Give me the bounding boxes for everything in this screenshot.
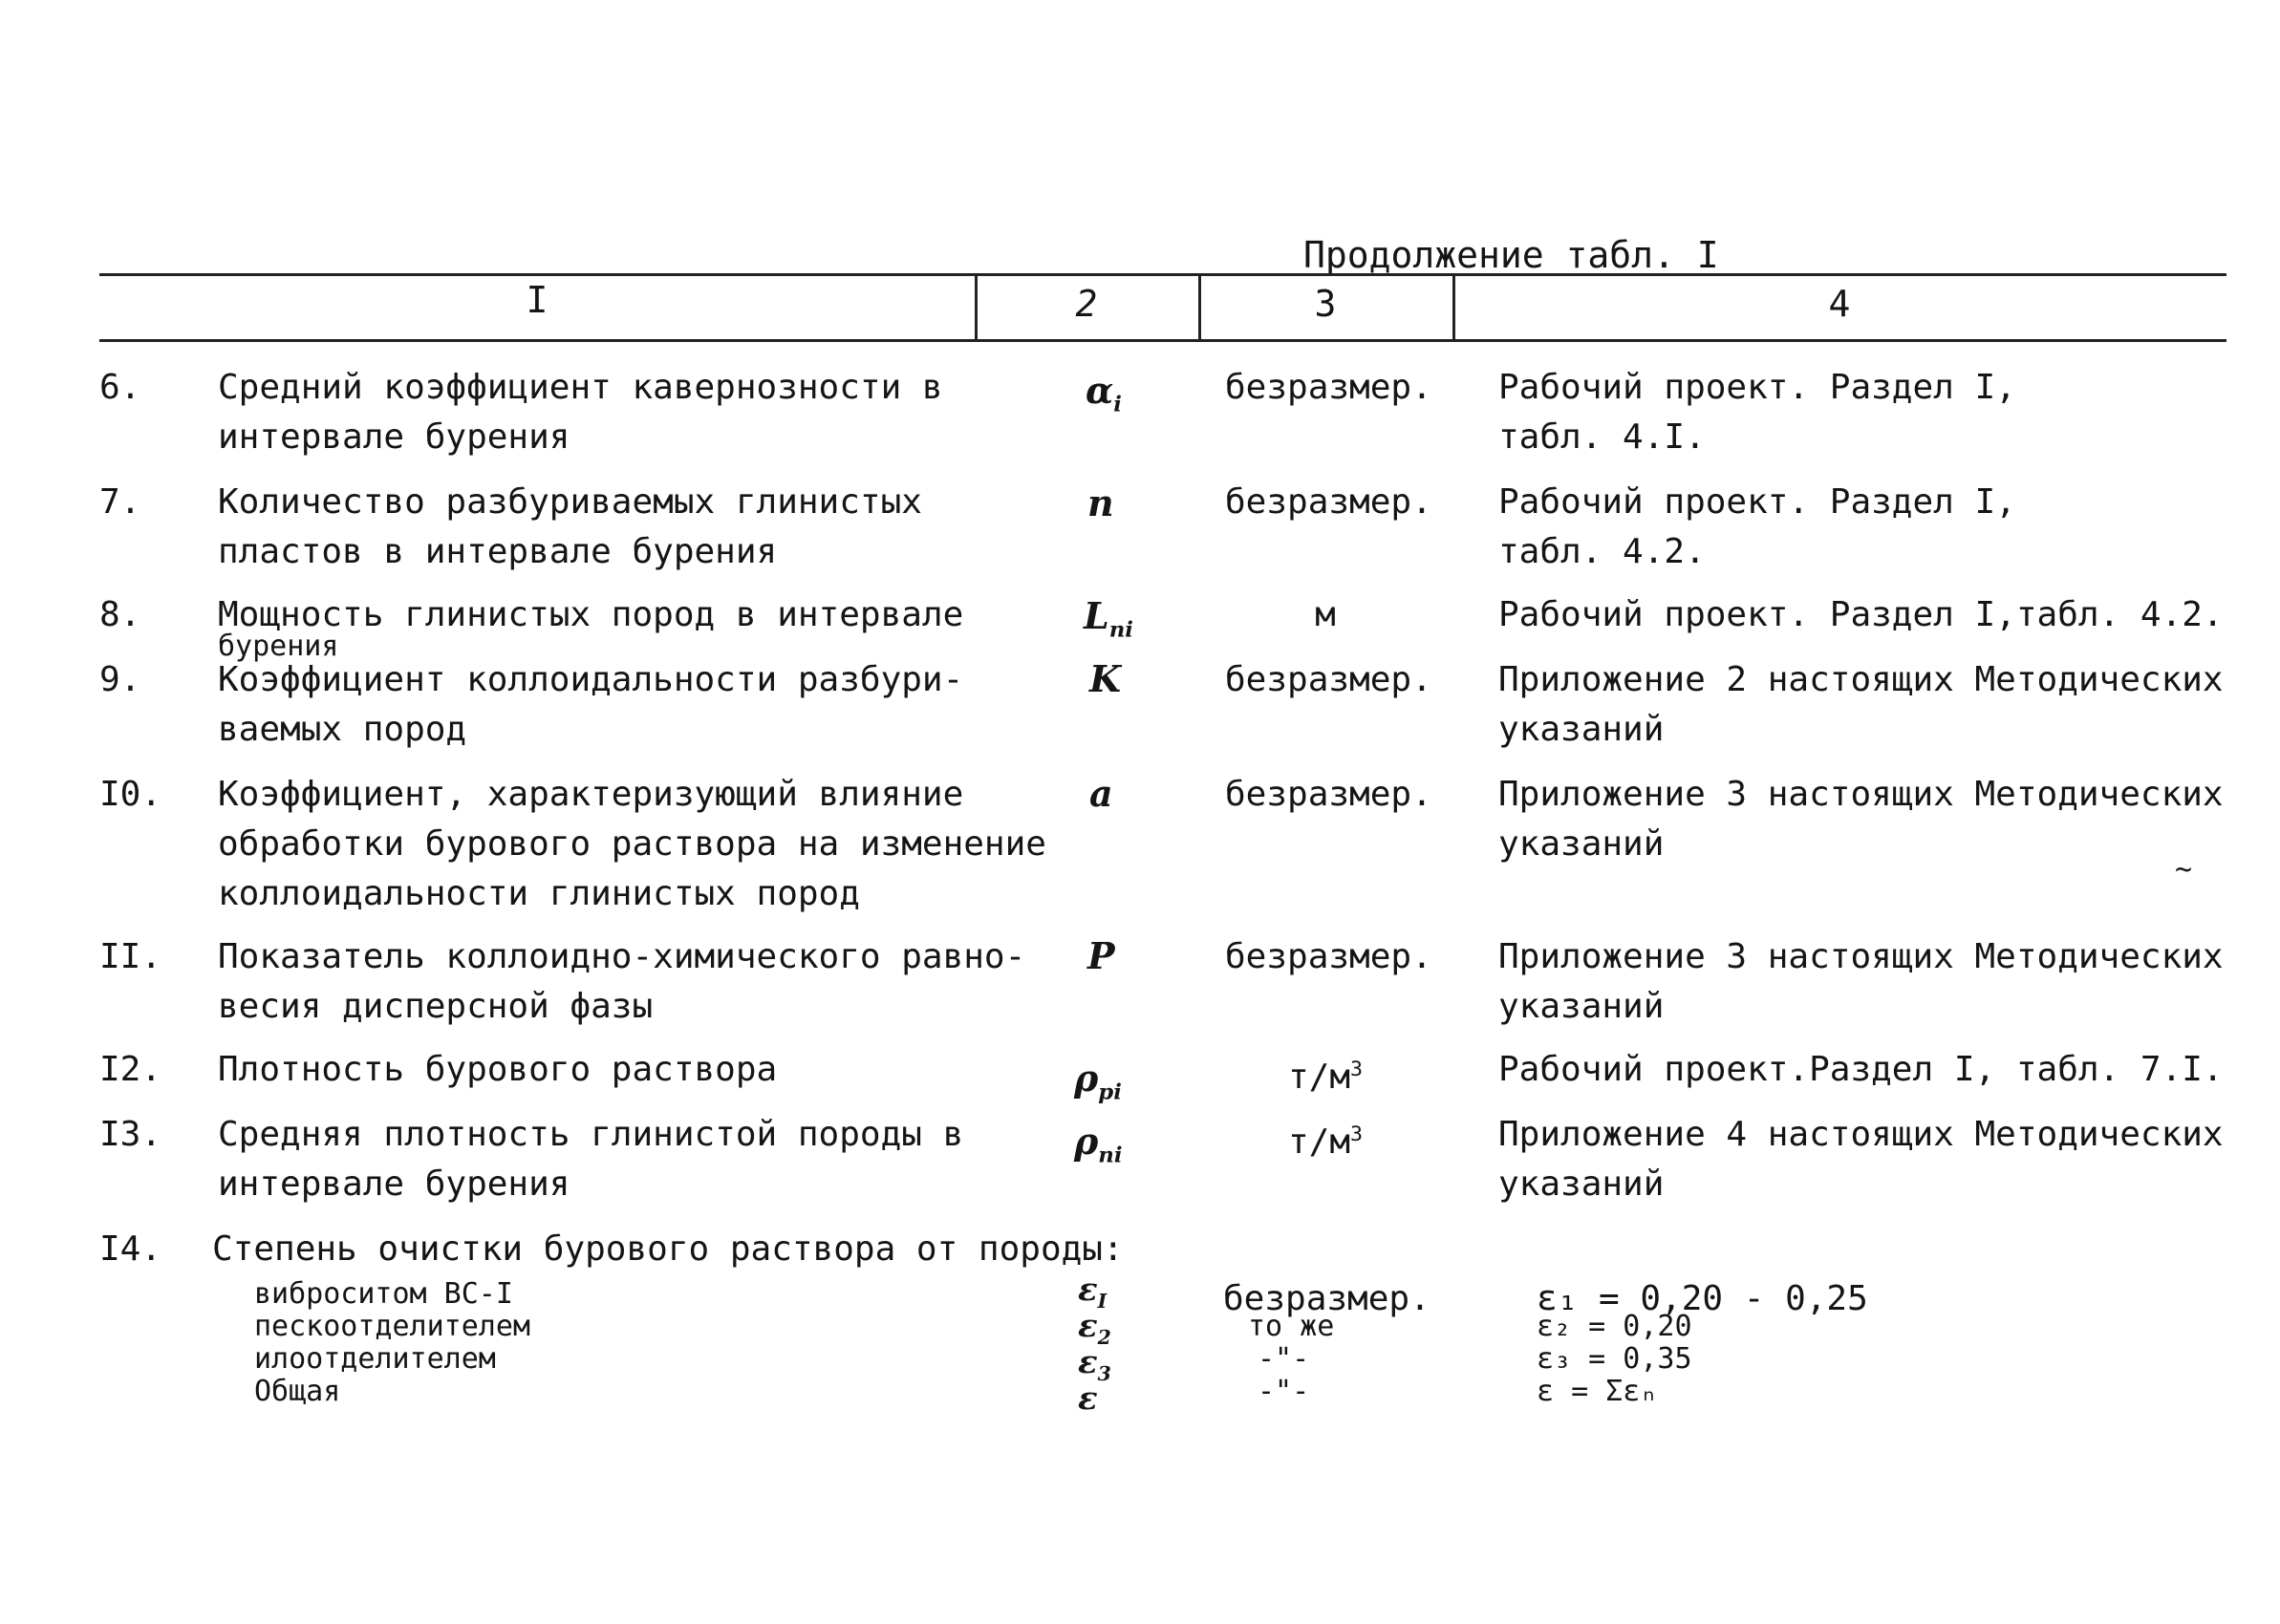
header-col-3: 3 [1314, 283, 1337, 325]
row-number: I2. [99, 1050, 162, 1089]
row-symbol: n [1087, 481, 1114, 524]
sub-item-unit: -"- [1258, 1342, 1310, 1376]
row-description-line: Количество разбуриваемых глинистых [218, 482, 922, 522]
row-source-line: указаний [1498, 824, 1665, 864]
header-col-2: 2 [1075, 283, 1098, 325]
row-description-line: пластов в интервале бурения [218, 532, 778, 571]
row-symbol: $L_{ni}$ [1084, 594, 1133, 643]
row-symbol: a [1089, 772, 1113, 815]
sub-item-unit: -"- [1258, 1375, 1310, 1408]
row-number: II. [99, 937, 162, 976]
row-symbol: $\rho_{ni}$ [1074, 1120, 1123, 1168]
row-source-line: Рабочий проект. Раздел I,табл. 4.2. [1498, 595, 2224, 634]
row-unit: $т/м^3$ [1287, 1122, 1364, 1162]
sub-item-symbol: $\varepsilon_3$ [1078, 1343, 1111, 1385]
sub-item-label: илоотделителем [254, 1342, 496, 1376]
sub-item-symbol: $\varepsilon_I$ [1078, 1271, 1108, 1313]
row-number: I3. [99, 1115, 162, 1154]
row-source-line: указаний [1498, 710, 1665, 749]
row-description-line: интервале бурения [218, 417, 570, 457]
table-continuation-caption: Продолжение табл. I [1303, 234, 1719, 276]
row-symbol: K [1089, 657, 1122, 700]
row-description-line: Коэффициент коллоидальности разбури- [218, 660, 964, 699]
row-symbol: $\alpha_i$ [1086, 369, 1122, 417]
sub-item-symbol: ε [1078, 1379, 1098, 1418]
row-number: 7. [99, 482, 141, 522]
row-number: 8. [99, 595, 141, 634]
row-source-line: Приложение 3 настоящих Методических [1498, 775, 2224, 814]
row-unit: $т/м^3$ [1287, 1058, 1364, 1097]
header-top-rule [99, 273, 2226, 276]
header-bottom-rule [99, 339, 2226, 342]
row-description-line: весия дисперсной фазы [218, 987, 654, 1026]
row-source-line: Рабочий проект.Раздел I, табл. 7.I. [1498, 1050, 2224, 1089]
row-number: 6. [99, 368, 141, 407]
sub-item-value: ε₂ = 0,20 [1537, 1310, 1692, 1343]
sub-item-value: ε₃ = 0,35 [1537, 1342, 1692, 1376]
row-unit: безразмер. [1225, 775, 1432, 814]
row-description-line: бурения [218, 630, 339, 663]
row-description-line: Мощность глинистых пород в интервале [218, 595, 964, 634]
row-unit: безразмер. [1225, 368, 1432, 407]
sub-item-label: пескоотделителем [254, 1310, 530, 1343]
row-symbol: P [1087, 934, 1115, 977]
row-source-line: табл. 4.2. [1498, 532, 1706, 571]
row-number: I4. [99, 1229, 162, 1269]
row-unit: безразмер. [1225, 482, 1432, 522]
sub-item-unit: то же [1248, 1310, 1335, 1343]
row-symbol: $\rho_{pi}$ [1074, 1057, 1122, 1105]
row-description-line: Коэффициент, характеризующий влияние [218, 775, 964, 814]
header-col-4: 4 [1828, 283, 1851, 325]
row-source-line: Приложение 2 настоящих Методических [1498, 660, 2224, 699]
sub-item-label: Общая [254, 1375, 341, 1408]
row-source-line: указаний [1498, 1165, 1665, 1204]
row-source-line: указаний [1498, 987, 1665, 1026]
row-description-line: ваемых пород [218, 710, 467, 749]
sub-item-value: ε₁ = 0,20 - 0,25 [1537, 1279, 1868, 1318]
sub-item-label: виброситом ВС-I [254, 1277, 513, 1311]
row-description-line: Степень очистки бурового раствора от породы: [212, 1229, 1124, 1269]
row-description-line: коллоидальности глинистых пород [218, 874, 860, 913]
row-source-line: Рабочий проект. Раздел I, [1498, 482, 2016, 522]
row-description-line: Средняя плотность глинистой породы в [218, 1115, 964, 1154]
row-source-line: Рабочий проект. Раздел I, [1498, 368, 2016, 407]
row-source-line: Приложение 4 настоящих Методических [1498, 1115, 2224, 1154]
row-description-line: Показатель коллоидно-химического равно- [218, 937, 1026, 976]
margin-mark: ~ [2175, 853, 2193, 887]
row-description-line: Плотность бурового раствора [218, 1050, 778, 1089]
row-number: I0. [99, 775, 162, 814]
row-description-line: обработки бурового раствора на изменение [218, 824, 1046, 864]
row-source-line: Приложение 3 настоящих Методических [1498, 937, 2224, 976]
row-number: 9. [99, 660, 141, 699]
row-unit: м [1315, 595, 1336, 634]
sub-item-value: ε = Σεₙ [1537, 1375, 1658, 1408]
row-description-line: интервале бурения [218, 1165, 570, 1204]
sub-item-symbol: $\varepsilon_2$ [1078, 1307, 1111, 1349]
row-unit: безразмер. [1225, 660, 1432, 699]
row-description-line: Средний коэффициент кавернозности в [218, 368, 943, 407]
row-source-line: табл. 4.I. [1498, 417, 1706, 457]
sub-item-unit: безразмер. [1223, 1279, 1430, 1318]
row-unit: безразмер. [1225, 937, 1432, 976]
header-col-1: I [526, 279, 548, 321]
